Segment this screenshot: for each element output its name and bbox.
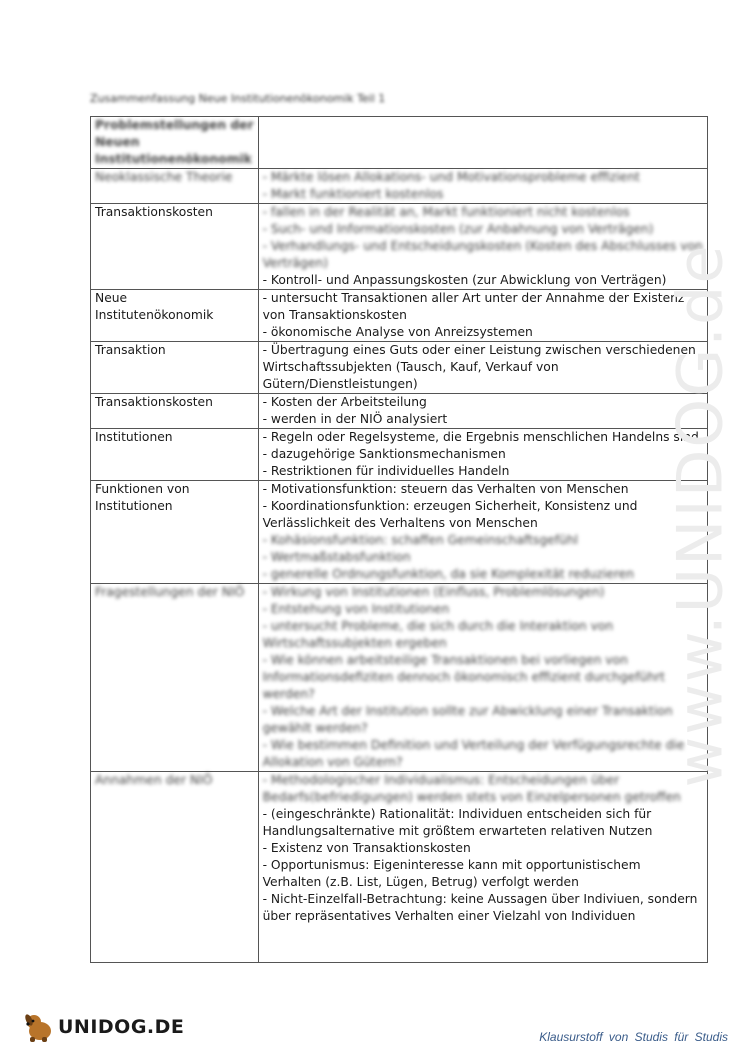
table-row (91, 584, 708, 772)
row-content-line: - ökonomische Analyse von Anreizsystemen (262, 325, 533, 339)
row-content-line: - Motivationsfunktion: steuern das Verhalten von Menschen (262, 482, 629, 496)
row-label-cell (91, 772, 259, 963)
row-content-line: - Regeln oder Regelsysteme, die Ergebnis menschlichen Handelns sind (262, 430, 699, 444)
table-header-empty-cell (258, 117, 707, 169)
row-content-line: - Wirkung von Institutionen (Einfluss, Problemlösungen) (262, 585, 605, 599)
table-row (91, 429, 708, 481)
watermark-text: www.UNIDOG.de (663, 243, 737, 787)
row-content-line: - Entstehung von Institutionen (262, 602, 450, 616)
row-content-line: - (eingeschränkte) Rationalität: Individuen entscheiden sich für (262, 807, 652, 821)
row-label-cell (91, 584, 259, 772)
row-content-line: - fallen in der Realität an, Markt funktioniert nicht kostenlos (262, 205, 630, 219)
row-content-line: - untersucht Transaktionen aller Art unter der Annahme der Existenz (262, 291, 685, 305)
row-content-cell (258, 204, 707, 290)
row-label-line: Institutenökonomik (95, 308, 214, 322)
table-row (91, 481, 708, 584)
table-row (91, 204, 708, 290)
dog-mascot-icon (22, 1010, 56, 1044)
row-content-line: - Kohäsionsfunktion: schaffen Gemeinschaftsgefühl (262, 533, 579, 547)
row-content-line: - Markt funktioniert kostenlos (262, 187, 444, 201)
row-content-cell (258, 169, 707, 204)
row-label-line: Annahmen der NIÖ (95, 773, 213, 787)
table-header-cell (91, 117, 259, 169)
row-label-cell (91, 394, 259, 429)
row-content-line: Handlungsalternative mit größtem erwarteten relativen Nutzen (262, 824, 653, 838)
row-content-line: Informationsdefiziten dennoch ökonomisch effizient durchgeführt (262, 670, 666, 684)
row-label-cell (91, 342, 259, 394)
row-content-line: - Welche Art der Institution sollte zur Abwicklung einer Transaktion (262, 704, 673, 718)
row-content-line: Verlässlichkeit des Verhaltens von Menschen (262, 516, 538, 530)
logo-text: UNIDOG.DE (58, 1016, 185, 1038)
row-label-cell (91, 481, 259, 584)
row-content-line: Bedarfs(befriedigungen) werden stets von Einzelpersonen getroffen (262, 790, 681, 804)
footer-tagline: Klausurstoff von Studis für Studis (539, 1030, 728, 1044)
table-header-row (91, 117, 708, 169)
row-content-line: von Transaktionskosten (262, 308, 407, 322)
row-content-line: - untersucht Probleme, die sich durch die Interaktion von (262, 619, 614, 633)
document-title: Zusammenfassung Neue Institutionenökonomik Teil 1 (90, 92, 386, 105)
row-label-cell (91, 290, 259, 342)
row-content-line: - dazugehörige Sanktionsmechanismen (262, 447, 506, 461)
row-label-line: Neoklassische Theorie (95, 170, 233, 184)
row-content-line: - Kosten der Arbeitsteilung (262, 395, 427, 409)
row-content-line: - Nicht-Einzelfall-Betrachtung: keine Aussagen über Indiviuen, sondern (262, 892, 698, 906)
table-row (91, 169, 708, 204)
row-content-line: Verträgen) (262, 256, 329, 270)
row-content-line: - Opportunismus: Eigeninteresse kann mit opportunistischem (262, 858, 641, 872)
row-content-line: - Restriktionen für individuelles Handeln (262, 464, 510, 478)
row-content-line: - Wertmaßstabsfunktion (262, 550, 411, 564)
table-row (91, 342, 708, 394)
row-label-line: Transaktionskosten (95, 205, 213, 219)
header-line: Neuen (95, 135, 140, 149)
row-content-line: - Verhandlungs- und Entscheidungskosten (Kosten des Abschlusses von (262, 239, 703, 253)
row-content-line: - Übertragung eines Guts oder einer Leistung zwischen verschiedenen (262, 343, 696, 357)
row-content-line: - Existenz von Transaktionskosten (262, 841, 471, 855)
row-content-line: über repräsentatives Verhalten einer Vielzahl von Individuen (262, 909, 636, 923)
row-content-cell (258, 772, 707, 963)
row-label-line: Neue (95, 291, 128, 305)
summary-table (90, 116, 708, 963)
row-label-cell (91, 204, 259, 290)
row-content-line: gewählt werden? (262, 721, 368, 735)
row-content-line: - Wie können arbeitsteilige Transaktionen bei vorliegen von (262, 653, 628, 667)
table-row (91, 290, 708, 342)
row-content-line: - generelle Ordnungsfunktion, da sie Komplexität reduzieren (262, 567, 635, 581)
header-line: Problemstellungen der (95, 118, 254, 132)
row-content-line: werden? (262, 687, 315, 701)
row-content-line: Wirtschaftssubjekten (Tausch, Kauf, Verkauf von (262, 360, 559, 374)
row-content-line: - Kontroll- und Anpassungskosten (zur Abwicklung von Verträgen) (262, 273, 667, 287)
row-label-line: Transaktionskosten (95, 395, 213, 409)
row-label-cell (91, 169, 259, 204)
row-content-line: - Koordinationsfunktion: erzeugen Sicherheit, Konsistenz und (262, 499, 638, 513)
row-content-line: Allokation von Gütern? (262, 755, 403, 769)
unidog-logo[interactable] (22, 1010, 184, 1044)
row-label-line: Funktionen von (95, 482, 190, 496)
row-content-line: - Such- und Informationskosten (zur Anbahnung von Verträgen) (262, 222, 654, 236)
table-row (91, 772, 708, 963)
row-content-line: - Wie bestimmen Definition und Verteilung der Verfügungsrechte die (262, 738, 685, 752)
row-label-cell (91, 429, 259, 481)
row-label-line: Institutionen (95, 430, 173, 444)
row-label-line: Institutionen (95, 499, 173, 513)
row-content-line: Verhalten (z.B. List, Lügen, Betrug) verfolgt werden (262, 875, 579, 889)
row-content-line: Gütern/Dienstleistungen) (262, 377, 418, 391)
row-label-line: Fragestellungen der NIÖ (95, 585, 245, 599)
row-content-line: - Methodologischer Individualismus: Entscheidungen über (262, 773, 620, 787)
table-body (91, 117, 708, 963)
table-row (91, 394, 708, 429)
row-content-line: - werden in der NIÖ analysiert (262, 412, 448, 426)
row-label-line: Transaktion (95, 343, 166, 357)
watermark (630, 243, 750, 787)
row-content-line: Wirtschaftssubjekten ergeben (262, 636, 447, 650)
header-line: Institutionenökonomik (95, 152, 252, 166)
row-content-line: - Märkte lösen Allokations- und Motivationsprobleme effizient (262, 170, 640, 184)
